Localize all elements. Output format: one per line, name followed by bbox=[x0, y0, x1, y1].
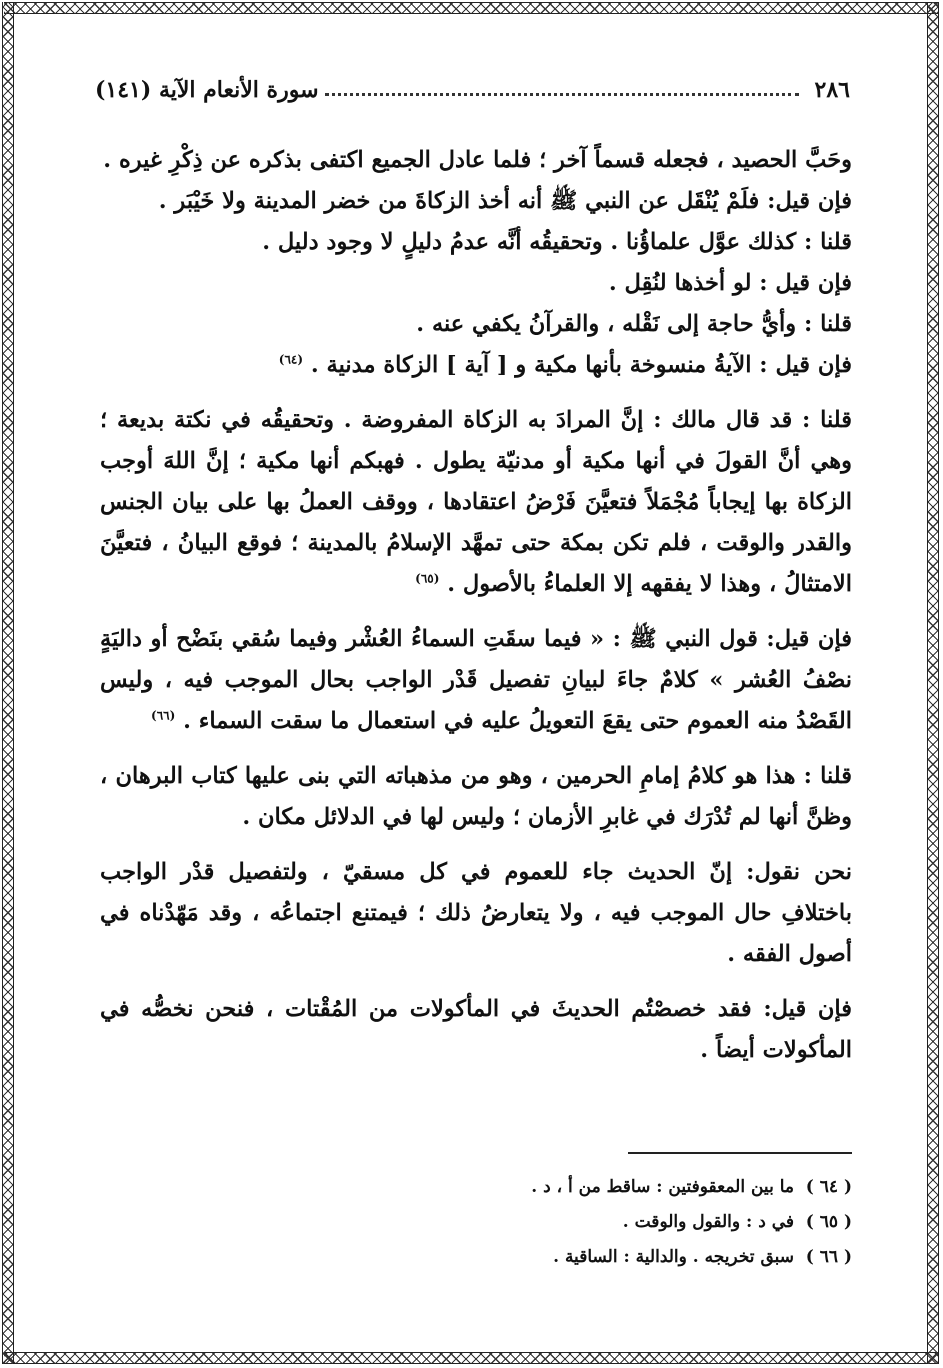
paragraph bbox=[100, 989, 852, 1071]
page-border-left bbox=[2, 2, 14, 1364]
paragraph-text: وحَبَّ الحصيد ، فجعله قسماً آخر ؛ فلما عادل الجميع اكتفى بذكره عن ذِكْرِ غيره . bbox=[103, 147, 852, 173]
footnote-text: ما بين المعقوفتين : ساقط من أ ، د . bbox=[531, 1177, 794, 1197]
paragraph bbox=[100, 140, 852, 181]
running-title: سورة الأنعام الآية (١٤١) bbox=[95, 77, 319, 103]
paragraph bbox=[100, 852, 852, 975]
main-text bbox=[100, 140, 852, 1071]
footnote-marker[interactable]: (٦٥) bbox=[415, 571, 440, 586]
footnote-number: ( ٦٤ ) bbox=[805, 1177, 852, 1197]
paragraph bbox=[100, 619, 852, 742]
paragraph-text: فإن قيل : الآيةُ منسوخة بأنها مكية و [ آية ] الزكاة مدنية . bbox=[310, 352, 852, 378]
paragraph bbox=[100, 181, 852, 222]
paragraph bbox=[100, 400, 852, 605]
paragraph bbox=[100, 756, 852, 838]
footnote-text: سبق تخريجه . والدالية : الساقية . bbox=[553, 1247, 794, 1267]
page-header bbox=[95, 70, 850, 110]
footnote-marker[interactable]: (٦٤) bbox=[278, 352, 304, 367]
paragraph-text: قلنا : كذلك عوَّل علماؤُنا . وتحقيقُه أنَّه عدمُ دليلٍ لا وجود دليل . bbox=[262, 229, 852, 255]
paragraph bbox=[100, 222, 852, 263]
footnote-number: ( ٦٦ ) bbox=[805, 1247, 852, 1267]
footnote-item bbox=[400, 1205, 852, 1240]
header-dotted-leader bbox=[325, 93, 799, 96]
footnote-number: ( ٦٥ ) bbox=[805, 1212, 852, 1232]
page-number: ٢٨٦ bbox=[814, 77, 850, 103]
footnote-separator bbox=[628, 1152, 852, 1154]
page-border-top bbox=[4, 2, 938, 14]
paragraph-text: نحن نقول: إنّ الحديث جاء للعموم في كل مسقيّ ، ولتفصيل قدْر الواجب باختلافِ حال الموجب فيه ، ولا يتعارضُ ذلك ؛ فيمتنع اجتماعُه ، وقد مَهّدْناه في أصول الفقه . bbox=[100, 859, 852, 967]
footnotes bbox=[400, 1170, 852, 1275]
paragraph-text: فإن قيل: فقد خصصْتُم الحديثَ في المأكولات من المُقْتات ، فنحن نخصُّه في المأكولات أيضاً . bbox=[100, 996, 852, 1063]
footnote-item bbox=[400, 1240, 852, 1275]
paragraph-text: قلنا : هذا هو كلامُ إمامِ الحرمين ، وهو من مذهباته التي بنى عليها كتاب البرهان ، وظنَّ أنها لم تُدْرَك في غابرِ الأزمان ؛ وليس لها في الدلائل مكان . bbox=[100, 763, 852, 830]
paragraph-text: فإن قيل : لو أخذها لنُقِل . bbox=[608, 270, 852, 296]
paragraph-text: قلنا : وأيُّ حاجة إلى نَقْله ، والقرآنُ يكفي عنه . bbox=[416, 311, 852, 337]
footnote-marker[interactable]: (٦٦) bbox=[151, 708, 176, 723]
paragraph bbox=[100, 263, 852, 304]
page-border-bottom bbox=[4, 1352, 938, 1364]
footnote-text: في د : والقول والوقت . bbox=[622, 1212, 794, 1232]
paragraph-text: فإن قيل: فلَمْ يُنْقَل عن النبي ﷺ أنه أخذ الزكاةَ من خضر المدينة ولا خَيْبَر . bbox=[158, 188, 852, 214]
footnote-item bbox=[400, 1170, 852, 1205]
paragraph-text: قلنا : قد قال مالك : إنَّ المرادَ به الزكاة المفروضة . وتحقيقُه في نكتة بديعة ؛ وهي أنَّ القولَ في أنها مكية أو مدنيّة يطول . فهبكم أنها مكية ؛ إنَّ اللهَ أوجب الزكاة بها إيجاباً مُجْمَلاً فتعيَّنَ فَرْضُ اعتقادها ، ووقف العملُ بها على بيان الجنس والقدر والوقت ، فلم تكن بمكة حتى تمهَّد الإسلامُ بالمدينة ؛ فوقع البيانُ ، فتعيَّنَ الامتثالُ ، وهذا لا يفقهه إلا العلماءُ بالأصول . bbox=[100, 407, 852, 597]
page-border-right bbox=[927, 2, 939, 1364]
paragraph bbox=[100, 345, 852, 386]
paragraph-text: فإن قيل: قول النبي ﷺ : « فيما سقَتِ السماءُ العُشْر وفيما سُقي بنَضْح أو داليَةٍ نصْفُ العُشر » كلامٌ جاءَ لبيانِ تفصيل قَدْر الواجب بحال الموجب فيه ، وليس القَصْدُ منه العموم حتى يقعَ التعويلُ عليه في استعمال ما سقت السماء . bbox=[100, 626, 852, 734]
paragraph bbox=[100, 304, 852, 345]
